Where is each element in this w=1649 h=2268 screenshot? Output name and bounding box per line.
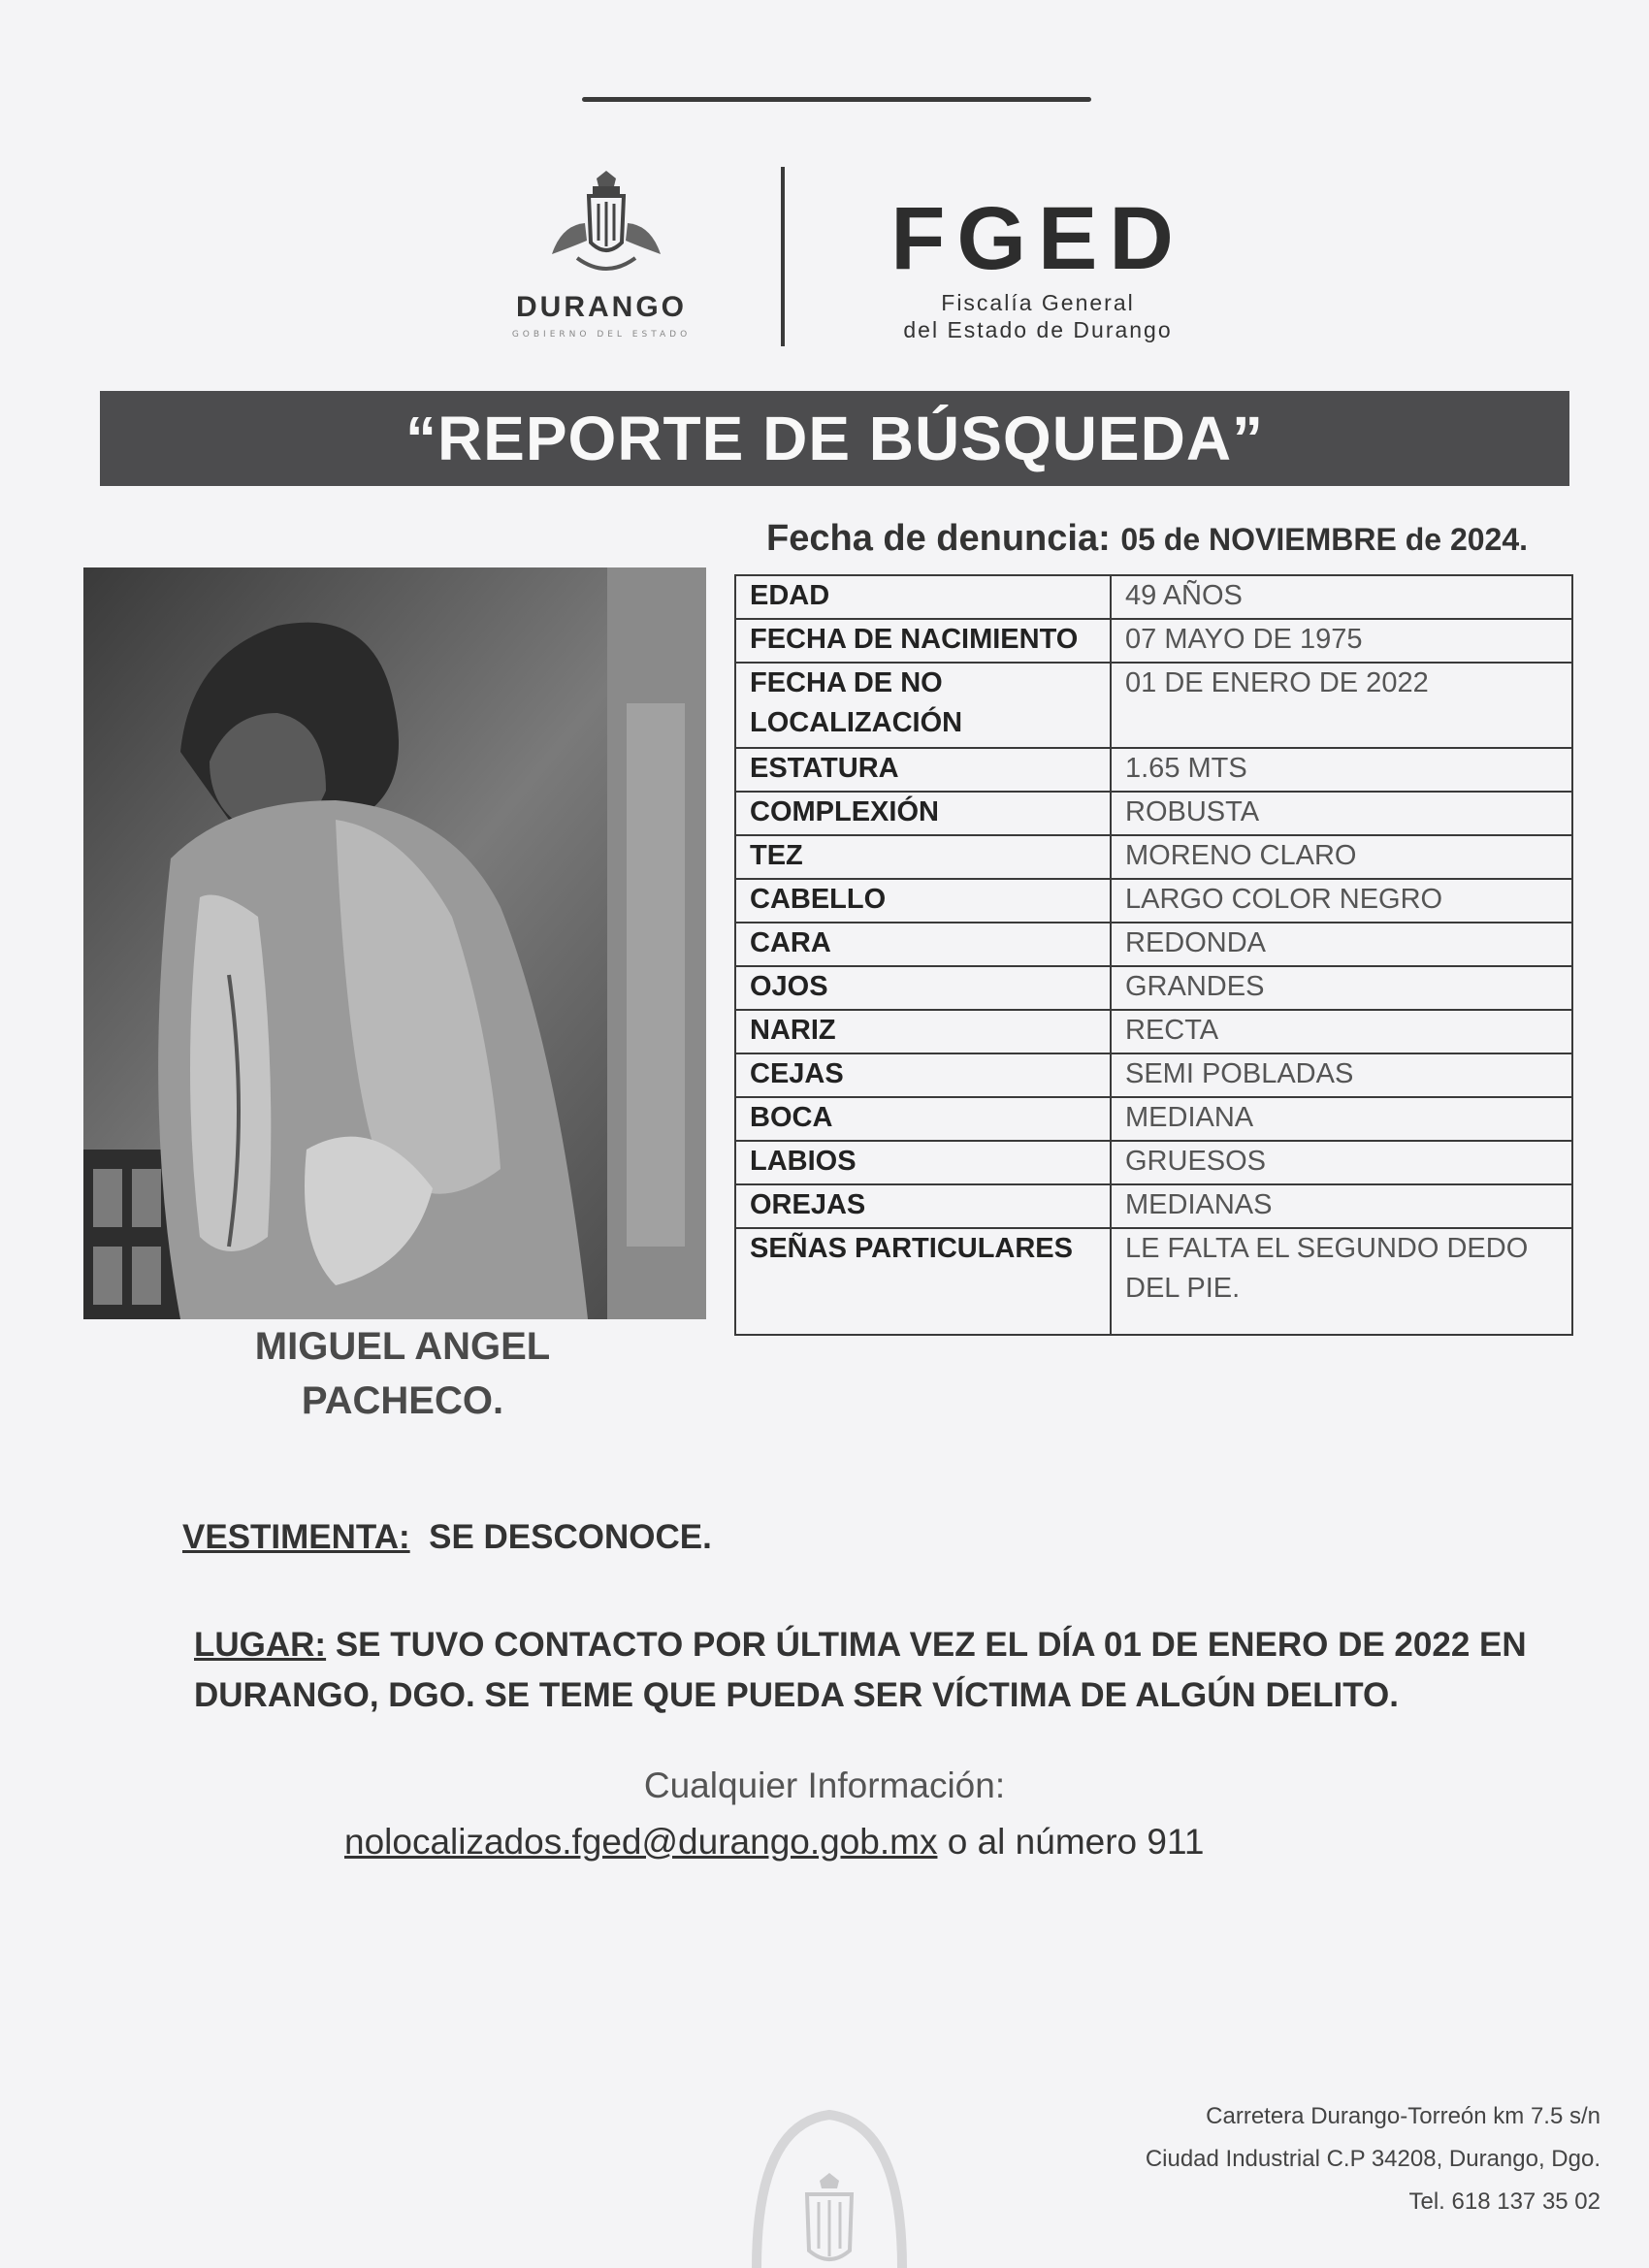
address-line1: Carretera Durango-Torreón km 7.5 s/n: [1206, 2103, 1600, 2129]
durango-logo-subtitle: GOBIERNO DEL ESTADO: [511, 330, 692, 340]
report-date-value: 05 de NOVIEMBRE de 2024.: [1120, 522, 1529, 557]
detail-value: GRANDES: [1111, 966, 1572, 1010]
detail-value: GRUESOS: [1111, 1141, 1572, 1184]
detail-label: TEZ: [735, 835, 1111, 879]
person-photo: [83, 567, 706, 1319]
detail-label: CEJAS: [735, 1053, 1111, 1097]
fged-line2: del Estado de Durango: [903, 317, 1173, 342]
detail-value: 07 MAYO DE 1975: [1111, 619, 1572, 663]
table-row: [735, 663, 1572, 748]
detail-value: RECTA: [1111, 1010, 1572, 1053]
report-date-label: Fecha de denuncia:: [766, 518, 1111, 559]
table-row: [735, 1053, 1572, 1097]
table-row: [735, 1097, 1572, 1141]
detail-value: SEMI POBLADAS: [1111, 1053, 1572, 1097]
table-row: [735, 966, 1572, 1010]
contact-title: Cualquier Información:: [643, 1766, 1006, 1805]
detail-value: 1.65 MTS: [1111, 748, 1572, 792]
table-row: [735, 748, 1572, 792]
fged-line1: Fiscalía General: [941, 290, 1135, 315]
table-row: [735, 1010, 1572, 1053]
detail-label: LABIOS: [735, 1141, 1111, 1184]
report-title: “REPORTE DE BÚSQUEDA”: [100, 391, 1569, 486]
detail-value: 49 AÑOS: [1111, 575, 1572, 619]
phone-number: Tel. 618 137 35 02: [1408, 2188, 1600, 2215]
person-photo-image: [83, 567, 706, 1319]
table-row: [735, 575, 1572, 619]
clothing-line: [182, 1518, 712, 1557]
detail-label: OJOS: [735, 966, 1111, 1010]
contact-email-link[interactable]: nolocalizados.fged@durango.gob.mx: [344, 1822, 938, 1862]
fged-acronym: FGED: [890, 189, 1185, 288]
table-row: [735, 619, 1572, 663]
detail-label: FECHA DE NACIMIENTO: [735, 619, 1111, 663]
detail-label: CABELLO: [735, 879, 1111, 923]
detail-value: REDONDA: [1111, 923, 1572, 966]
logo-divider: [781, 167, 785, 346]
durango-logo: [456, 165, 747, 349]
detail-label: OREJAS: [735, 1184, 1111, 1228]
location-paragraph: [194, 1620, 1591, 1721]
address-line2: Ciudad Industrial C.P 34208, Durango, Dgo.: [1145, 2146, 1600, 2172]
header-rule: [582, 97, 1091, 102]
table-row: [735, 1184, 1572, 1228]
footer-address: [1146, 2095, 1600, 2223]
clothing-value: SE DESCONOCE.: [429, 1518, 712, 1556]
fged-logo: [844, 189, 1232, 349]
detail-label: NARIZ: [735, 1010, 1111, 1053]
durango-crest-icon: [548, 165, 664, 281]
contact-line: [344, 1822, 1204, 1863]
detail-label: FECHA DE NO LOCALIZACIÓN: [735, 663, 1111, 748]
table-row: [735, 879, 1572, 923]
detail-value: MEDIANAS: [1111, 1184, 1572, 1228]
detail-value: LARGO COLOR NEGRO: [1111, 879, 1572, 923]
watermark-crest-icon: [747, 2105, 912, 2268]
clothing-label: VESTIMENTA:: [182, 1518, 410, 1556]
detail-value: LE FALTA EL SEGUNDO DEDO DEL PIE.: [1111, 1228, 1572, 1335]
person-details-table: [734, 574, 1573, 1336]
detail-label: BOCA: [735, 1097, 1111, 1141]
person-name-line2: PACHECO.: [301, 1379, 504, 1422]
location-value: SE TUVO CONTACTO POR ÚLTIMA VEZ EL DÍA 01 DE ENERO DE 2022 EN DURANGO, DGO. SE TEME QUE PUEDA SER VÍCTIMA DE ALGÚN DELITO.: [194, 1626, 1527, 1714]
detail-value: MEDIANA: [1111, 1097, 1572, 1141]
detail-value: 01 DE ENERO DE 2022: [1111, 663, 1572, 748]
detail-label: COMPLEXIÓN: [735, 792, 1111, 835]
table-row: [735, 835, 1572, 879]
person-name: [194, 1319, 611, 1428]
table-row: [735, 792, 1572, 835]
table-row: [735, 1228, 1572, 1335]
location-label: LUGAR:: [194, 1626, 327, 1664]
table-row: [735, 1141, 1572, 1184]
detail-value: MORENO CLARO: [1111, 835, 1572, 879]
contact-phone-text: o al número 911: [947, 1822, 1205, 1862]
detail-label: EDAD: [735, 575, 1111, 619]
detail-label: CARA: [735, 923, 1111, 966]
person-name-line1: MIGUEL ANGEL: [254, 1325, 551, 1368]
detail-value: ROBUSTA: [1111, 792, 1572, 835]
table-row: [735, 923, 1572, 966]
detail-label: ESTATURA: [735, 748, 1111, 792]
report-date: [766, 518, 1528, 560]
detail-label: SEÑAS PARTICULARES: [735, 1228, 1111, 1335]
durango-logo-name: DURANGO: [516, 291, 687, 323]
